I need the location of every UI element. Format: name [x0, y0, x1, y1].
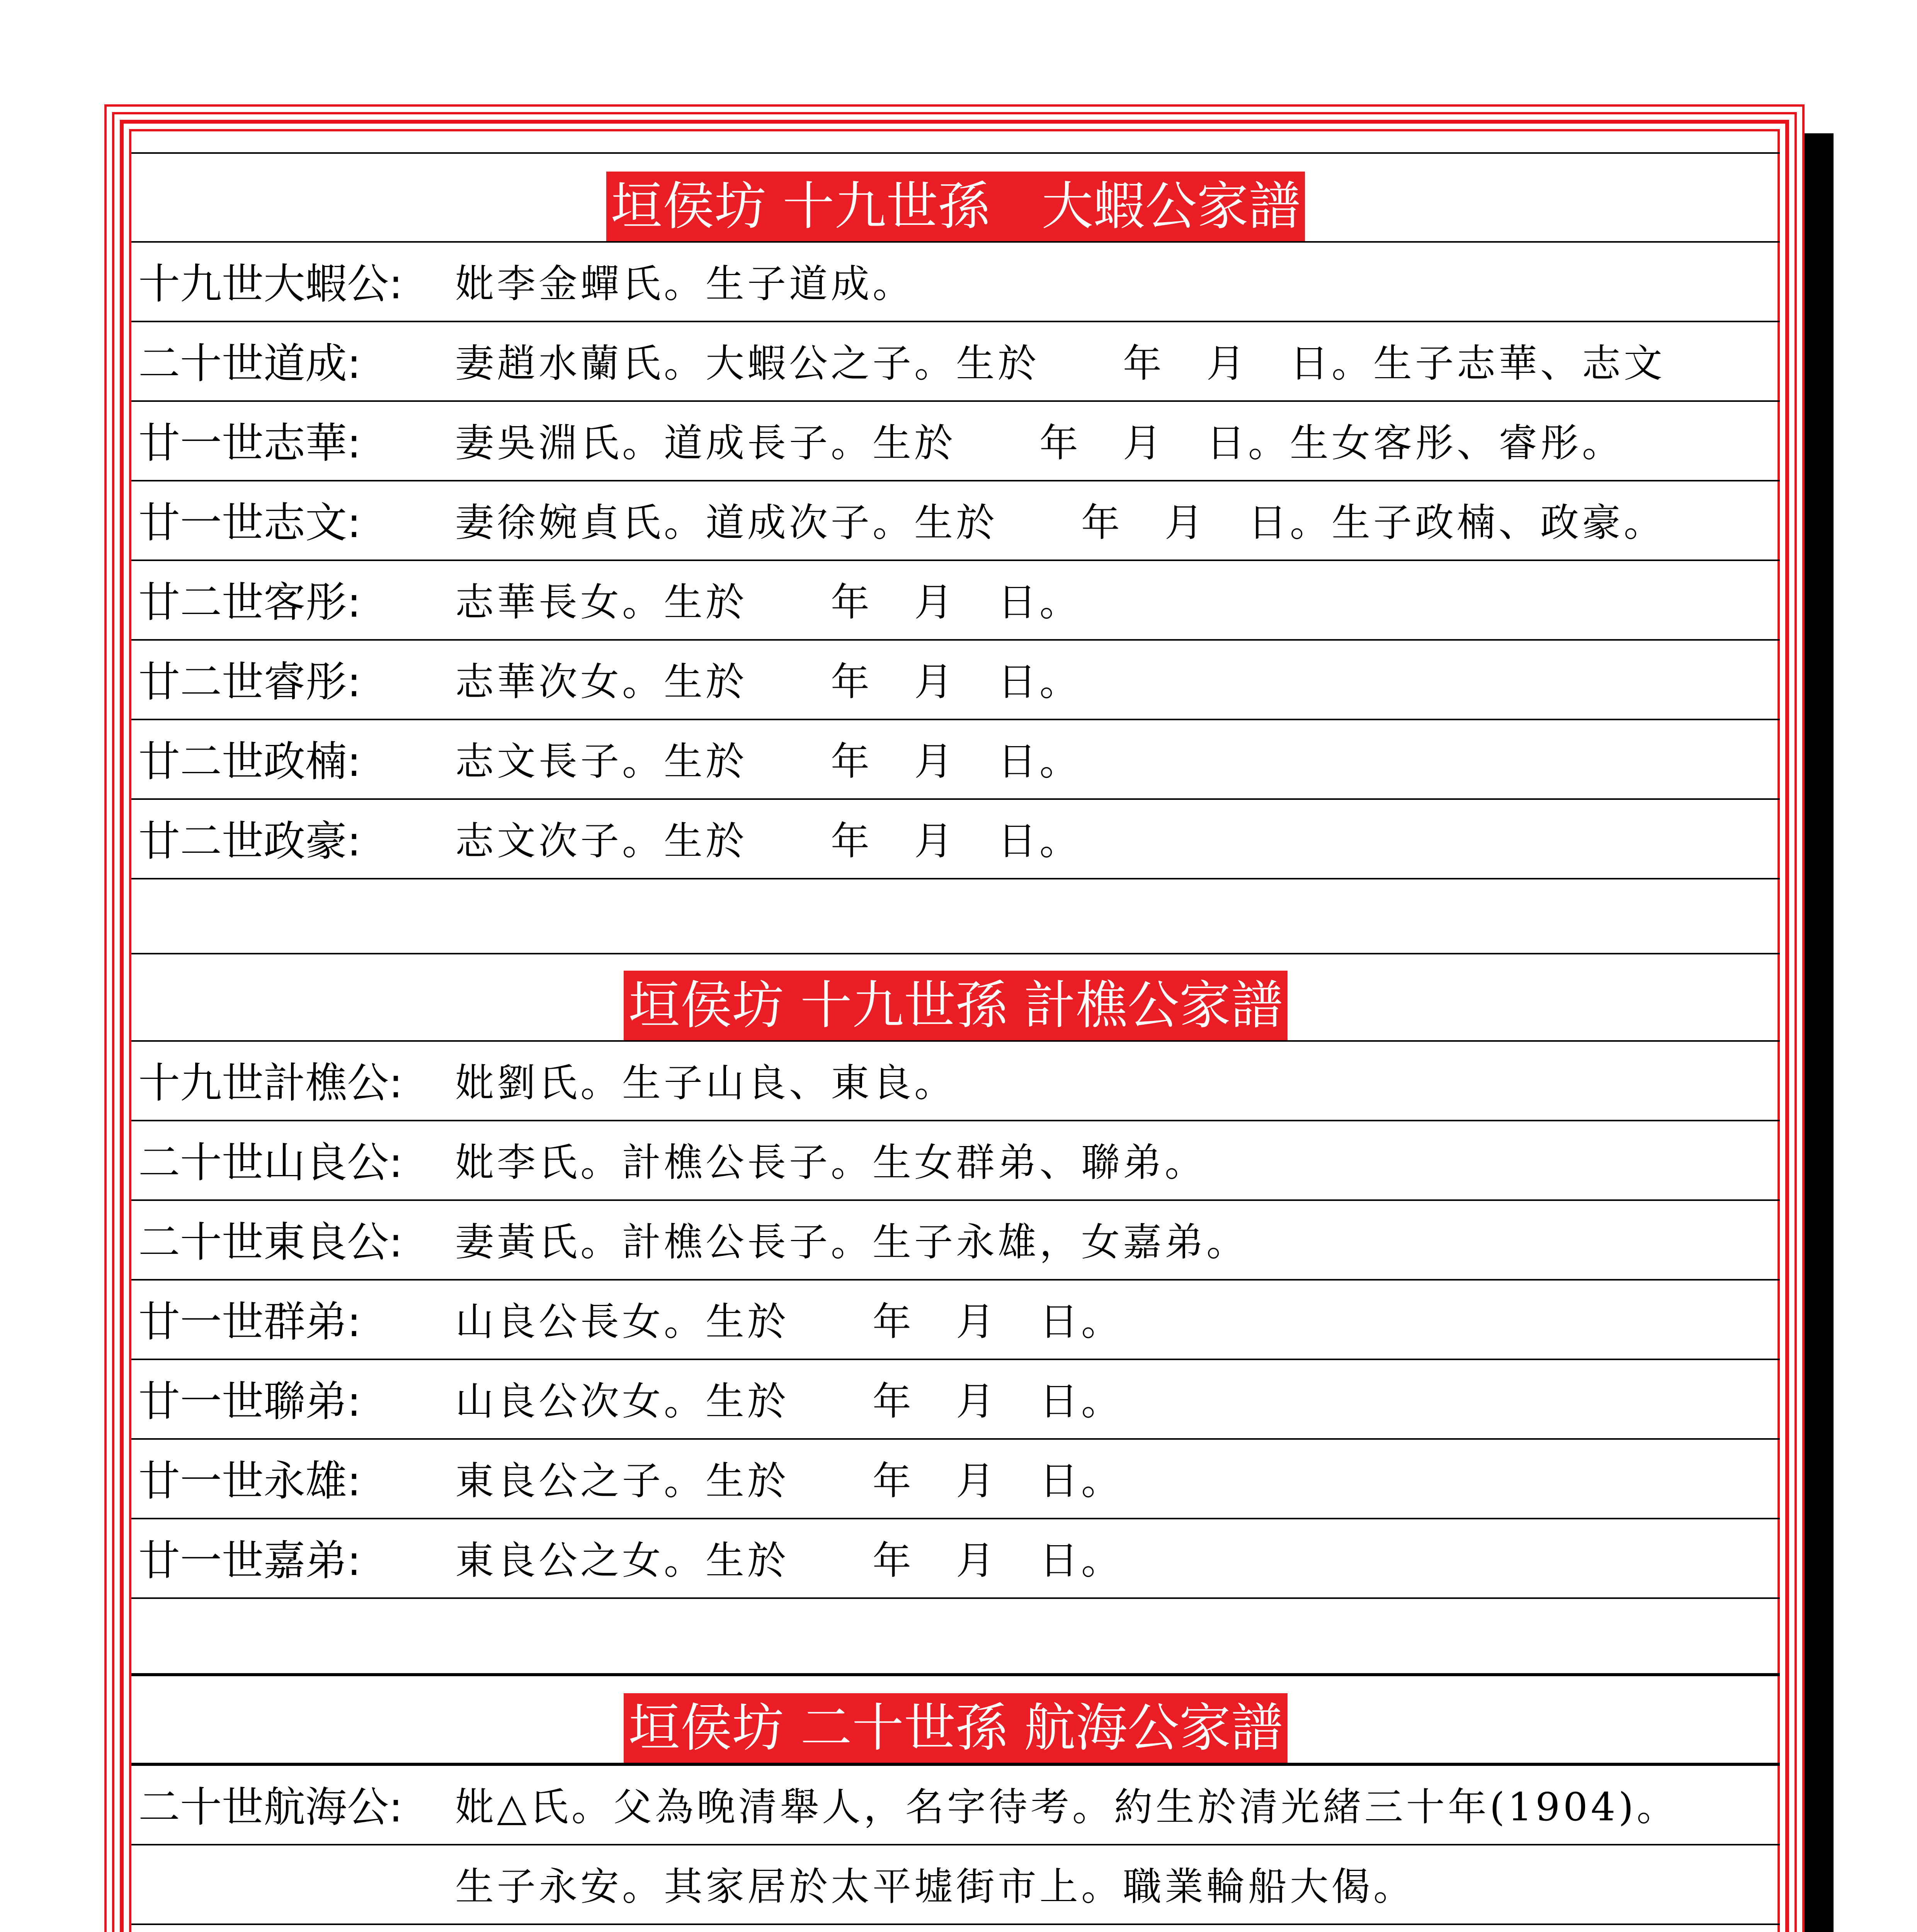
genealogy-row: [131, 800, 1780, 879]
person-name: 廿二世政楠:: [138, 738, 361, 786]
genealogy-row: [131, 1121, 1780, 1201]
person-name: 二十世東良公:: [138, 1218, 403, 1267]
person-record: 生子永安。其家居於太平墟街市上。職業輪船大偈。: [455, 1864, 1415, 1909]
genealogy-row: [131, 402, 1780, 481]
person-name: 二十世航海公:: [138, 1783, 403, 1832]
person-record: 妻吳淵氏。道成長子。生於 年 月 日。生女客彤、睿彤。: [455, 420, 1624, 466]
person-record: 妻黃氏。計樵公長子。生子永雄，女嘉弟。: [455, 1219, 1248, 1265]
genealogy-row: [131, 481, 1780, 561]
genealogy-row: [131, 243, 1780, 322]
person-name: 廿一世永雄:: [138, 1457, 361, 1505]
person-record: 妣△氏。父為晚清舉人，名字待考。約生於清光緒三十年(1904)。: [455, 1784, 1679, 1830]
genealogy-row: [131, 1519, 1780, 1599]
genealogy-row: [131, 641, 1780, 720]
genealogy-row: [131, 1360, 1780, 1440]
section-title-row: [131, 1676, 1780, 1766]
person-record: 妣李氏。計樵公長子。生女群弟、聯弟。: [455, 1140, 1206, 1185]
person-name: 十九世計樵公:: [138, 1059, 403, 1107]
genealogy-row: [131, 1845, 1780, 1925]
person-name: 廿二世睿彤:: [138, 658, 361, 706]
person-record: 山良公次女。生於 年 月 日。: [455, 1379, 1123, 1424]
genealogy-row: [131, 1281, 1780, 1360]
top-blank-row: [131, 116, 1780, 154]
person-record: 東良公之女。生於 年 月 日。: [455, 1538, 1123, 1583]
section-title-row: [131, 154, 1780, 243]
genealogy-row: [131, 720, 1780, 800]
person-name: 二十世山良公:: [138, 1139, 403, 1187]
person-name: 廿二世客彤:: [138, 578, 361, 627]
genealogy-row: [131, 1766, 1780, 1845]
genealogy-row: [131, 322, 1780, 402]
person-name: 廿一世嘉弟:: [138, 1537, 361, 1585]
person-record: 妻趙水蘭氏。大蝦公之子。生於 年 月 日。生子志華、志文: [455, 341, 1665, 386]
genealogy-row: [131, 1201, 1780, 1281]
person-name: 二十世道成:: [138, 340, 361, 388]
blank-row: [131, 1599, 1780, 1676]
section-title: 垣侯坊 十九世孫 大蝦公家譜: [606, 172, 1305, 241]
genealogy-row: [131, 1925, 1780, 1932]
person-record: 志華次女。生於 年 月 日。: [455, 659, 1081, 704]
person-name: 廿一世志華:: [138, 419, 361, 468]
section-title: 垣侯坊 十九世孫 計樵公家譜: [624, 971, 1287, 1040]
person-record: 志文長子。生於 年 月 日。: [455, 739, 1081, 784]
genealogy-row: [131, 1042, 1780, 1121]
person-record: 志華長女。生於 年 月 日。: [455, 580, 1081, 625]
person-record: 妻徐婉貞氏。道成次子。生於 年 月 日。生子政楠、政豪。: [455, 500, 1665, 545]
person-name: 廿二世政豪:: [138, 817, 361, 866]
person-record: 妣劉氏。生子山良、東良。: [455, 1060, 956, 1105]
genealogy-row: [131, 1440, 1780, 1519]
person-name: 廿一世志文:: [138, 499, 361, 547]
person-record: 妣李金蟬氏。生子道成。: [455, 261, 914, 306]
person-name: 廿一世群弟:: [138, 1298, 361, 1346]
person-record: 山良公長女。生於 年 月 日。: [455, 1299, 1123, 1344]
person-name: 廿一世聯弟:: [138, 1378, 361, 1426]
person-record: 志文次子。生於 年 月 日。: [455, 818, 1081, 864]
blank-row: [131, 879, 1780, 954]
section-title: 垣侯坊 二十世孫 航海公家譜: [624, 1693, 1287, 1763]
person-name: 十九世大蝦公:: [138, 260, 403, 308]
section-title-row: [131, 954, 1780, 1042]
genealogy-row: [131, 561, 1780, 641]
person-record: 東良公之子。生於 年 月 日。: [455, 1458, 1123, 1503]
